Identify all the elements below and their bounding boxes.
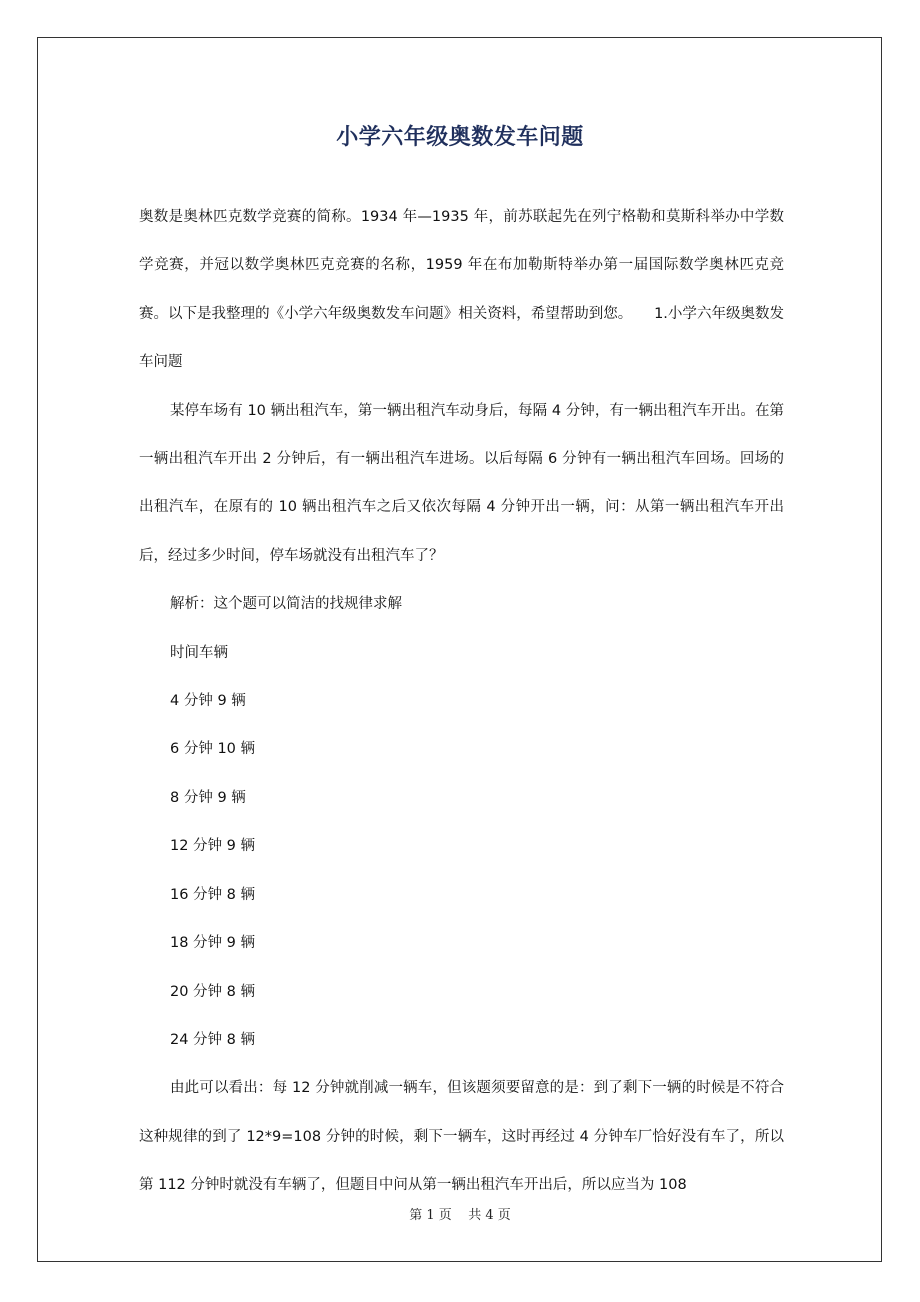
intro-paragraph: 奥数是奥林匹克数学竞赛的简称。1934 年—1935 年，前苏联起先在列宁格勒和莫斯科举办中学数学竞赛，并冠以数学奥林匹克竞赛的名称，1959 年在布加勒斯特举办第一届国际数学奥林匹克竞赛。以下是我整理的《小学六年级奥数发车问题》相关资料，希望帮助到您。 1.小学六年级奥数发车问题 bbox=[139, 209, 784, 371]
current-page-indicator: 第 1 页 bbox=[409, 1208, 452, 1223]
table-header-line: 时间车辆 bbox=[170, 644, 228, 661]
page-footer bbox=[0, 1207, 920, 1225]
total-pages-indicator: 共 4 页 bbox=[468, 1208, 511, 1223]
analysis-line: 解析：这个题可以简洁的找规律求解 bbox=[170, 596, 402, 613]
document-title: 小学六年级奥数发车问题 bbox=[336, 125, 584, 150]
time-vehicle-row: 16 分钟 8 辆 bbox=[170, 886, 256, 903]
time-vehicle-row: 24 分钟 8 辆 bbox=[170, 1031, 256, 1048]
problem-paragraph: 某停车场有 10 辆出租汽车，第一辆出租汽车动身后，每隔 4 分钟，有一辆出租汽车开出。在第一辆出租汽车开出 2 分钟后，有一辆出租汽车进场。以后每隔 6 分钟有一辆出租汽车回场。回场的出租汽车，在原有的 10 辆出租汽车之后又依次每隔 4 分钟开出一辆，问：从第一辆出租汽车开出后，经过多少时间，停车场就没有出租汽车了？ bbox=[139, 402, 784, 564]
time-vehicle-row: 4 分钟 9 辆 bbox=[170, 693, 246, 710]
time-vehicle-row: 20 分钟 8 辆 bbox=[170, 983, 256, 1000]
conclusion-paragraph: 由此可以看出：每 12 分钟就削减一辆车，但该题须要留意的是：到了剩下一辆的时候是不符合这种规律的到了 12*9=108 分钟的时候，剩下一辆车，这时再经过 4 分钟车厂恰好没有车了，所以第 112 分钟时就没有车辆了，但题目中问从第一辆出租汽车开出后，所以应当为 108 bbox=[139, 1080, 784, 1194]
time-vehicle-row: 18 分钟 9 辆 bbox=[170, 935, 256, 952]
time-vehicle-row: 6 分钟 10 辆 bbox=[170, 741, 256, 758]
time-vehicle-row: 8 分钟 9 辆 bbox=[170, 789, 246, 806]
document-body bbox=[139, 193, 784, 1210]
time-vehicle-row: 12 分钟 9 辆 bbox=[170, 838, 256, 855]
